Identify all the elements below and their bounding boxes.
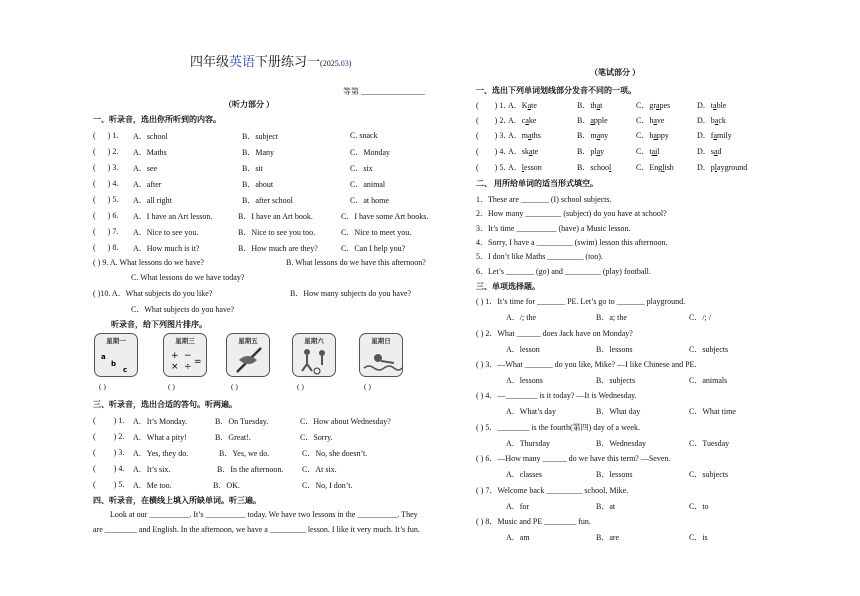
option-text: ish [664, 163, 674, 172]
option-text: C．h [636, 131, 654, 140]
option-c: C．What time [689, 407, 736, 416]
option-text: pes [659, 101, 671, 110]
option-a [508, 162, 542, 173]
answer-bracket: ( ) [168, 382, 175, 391]
question-number: ( ) 7. [93, 227, 119, 236]
option-c [636, 146, 660, 157]
option-text: ble [716, 101, 727, 110]
option-b [577, 130, 608, 141]
option-c [636, 115, 664, 126]
question-text: ( ) 6．—How many ______ do we have this term? —Seven. [476, 454, 671, 463]
svg-text:b: b [111, 360, 117, 368]
underlined-letters: a [528, 131, 532, 140]
day-picture [226, 333, 270, 377]
svg-text:a: a [101, 353, 106, 361]
svg-text:c: c [123, 366, 128, 374]
option-b: B．subjects [596, 376, 636, 385]
option-a: A．Nice to see you. [133, 228, 199, 237]
section-heading: 二、 用所给单词的适当形式填空。 [476, 179, 598, 188]
option-text: C．Eng [636, 163, 663, 172]
option-text: A． [508, 163, 522, 172]
fill-blank-item: 5．I don’t like Maths _________ (too). [476, 252, 603, 261]
question-number: ( ) 2. [93, 147, 119, 156]
option-text: D．s [697, 147, 714, 156]
option-b: B．Yes, we do. [219, 449, 270, 458]
option-text: esson [524, 163, 542, 172]
option-row: ( )10. A．What subjects do you like? [93, 289, 213, 298]
option-b: B．Many [242, 148, 274, 157]
underlined-letters: a [713, 131, 718, 140]
option-c: C．animals [689, 376, 728, 385]
option-a: A．Thursday [506, 439, 550, 448]
option-a: A．Maths [133, 148, 167, 157]
fill-blank-item: 6．Let’s _______ (go) and _________ (play) football. [476, 267, 651, 276]
option-text: A．K [508, 101, 528, 110]
day-picture [292, 333, 336, 377]
fill-blank-item: 1．These are _______ (I) school subjects. [476, 195, 612, 204]
option-text: ayground [717, 163, 748, 172]
option-b: B．lessons [596, 345, 633, 354]
question-text: ( ) 3．—What _______ do you like, Mike? —I like Chinese and PE. [476, 360, 697, 369]
option-c: C．Monday [350, 148, 390, 157]
option-b [577, 162, 611, 173]
svg-text:÷: ÷ [184, 362, 192, 372]
option-b: B．subject [242, 132, 278, 141]
option-b: B．at [596, 502, 616, 511]
option-c: C. What lessons do we have today? [131, 273, 245, 282]
answer-bracket: ( ) [297, 382, 304, 391]
option-a: A．am [506, 533, 530, 542]
question-number: ( ) 5． [476, 163, 512, 172]
option-text: t [600, 101, 603, 110]
option-text: D．f [697, 131, 714, 140]
option-c: C．At six. [302, 465, 337, 474]
svg-text:×: × [171, 362, 179, 372]
option-b: B．I have an Art book. [238, 212, 313, 221]
underlined-letters: a [527, 101, 532, 110]
option-text: ths [531, 131, 541, 140]
page-title [190, 51, 351, 70]
option-b: B．are [596, 533, 620, 542]
option-text: A．m [508, 131, 528, 140]
option-c: C．subjects [689, 345, 729, 354]
option-text: D．b [697, 116, 715, 125]
question-text: ( ) 8．Music and PE ________ fun. [476, 517, 591, 526]
option-b: B．sit [242, 164, 263, 173]
option-b: B．How much are they? [238, 244, 318, 253]
option-a: A．all right [133, 196, 172, 205]
title-year-part: (2025. [320, 59, 341, 68]
underlined-letters: a [656, 101, 660, 110]
option-c [636, 162, 674, 173]
underlined-letters: a [713, 147, 718, 156]
option-text: B．pl [577, 147, 597, 156]
question-text: ( ) 2．What ______ does Jack have on Monday? [476, 329, 633, 338]
option-b: B．How many subjects do you have? [290, 289, 412, 298]
option-text: D．t [697, 101, 713, 110]
svg-text:=: = [194, 357, 202, 367]
option-a: A．lesson [506, 345, 540, 354]
option-d [697, 130, 732, 141]
question-number: ( ) 3. [93, 448, 125, 457]
day-picture [163, 333, 207, 377]
question-text: ( ) 7．Welcome back _________ school, Mike. [476, 486, 629, 495]
option-b: B．after school [242, 196, 293, 205]
fill-blank-item: 3．It’s time __________ (have) a Music lesson. [476, 224, 631, 233]
option-a: A．after [133, 180, 162, 189]
question-text: ( ) 4．—________ is it today? —It is Wednesday. [476, 391, 637, 400]
option-b: B．Wednesday [596, 439, 647, 448]
option-text: ve [656, 116, 665, 125]
option-text: y [600, 147, 605, 156]
option-text: te [531, 101, 537, 110]
title-year-part: ) [348, 59, 352, 68]
question-number: ( ) 3． [476, 131, 512, 140]
option-c: C．How about Wednesday? [300, 417, 391, 426]
cloze-line: Look at our __________. It’s __________ today. We have two lessons in the __________. They [110, 510, 418, 519]
option-text: ppy [656, 131, 669, 140]
option-text: ny [600, 131, 609, 140]
svg-text:+: + [171, 351, 179, 361]
option-a: A．see [133, 164, 157, 173]
section-heading: 三、听录音，选出合适的答句。听两遍。 [93, 400, 237, 409]
option-c: C．What subjects do you have? [131, 305, 235, 314]
underlined-letters: a [596, 101, 601, 110]
section-heading: 四、听录音，在横线上填入所缺单词。听三遍。 [93, 496, 261, 505]
option-a: A．Me too. [133, 481, 172, 490]
option-b: B．lessons [596, 470, 633, 479]
option-a: A．It’s six. [133, 465, 171, 474]
option-a: A．It’s Monday. [133, 417, 188, 426]
question-number: ( ) 2. [93, 432, 125, 441]
option-a: A．/; the [506, 313, 536, 322]
option-b: B．What day [596, 407, 641, 416]
title-part: 四年级 [190, 54, 230, 69]
option-text: ke [528, 116, 537, 125]
answer-bracket: ( ) [364, 382, 371, 391]
question-text: ( ) 5．________ is the fourth(第四) day of a week. [476, 423, 640, 432]
question-number: ( ) 6. [93, 211, 119, 220]
option-b: B．Nice to see you too. [238, 228, 316, 237]
option-text: C．h [636, 116, 654, 125]
option-c: C．/; / [689, 313, 712, 322]
question-number: ( ) 4. [93, 464, 125, 473]
question-number: ( ) 4. [93, 179, 119, 188]
option-a: A．What’s day [506, 407, 556, 416]
question-number: ( ) 8. [93, 243, 119, 252]
underlined-letters: l [714, 163, 718, 172]
picture-caption: 星期一 [106, 338, 126, 345]
option-c: C．to [689, 502, 709, 511]
underlined-letters: ai [651, 147, 658, 156]
option-text: C．t [636, 147, 652, 156]
option-text: l [657, 147, 660, 156]
option-text: A．c [508, 116, 526, 125]
option-b [577, 115, 608, 126]
option-c: C. snack [350, 131, 378, 140]
option-d [697, 115, 726, 126]
option-text: B．th [577, 101, 597, 110]
title-year [320, 59, 351, 68]
option-b: B．OK. [213, 481, 240, 490]
question-number: ( ) 4． [476, 147, 512, 156]
underlined-letters: a [653, 116, 657, 125]
underlined-letters: a [590, 116, 594, 125]
option-a: A．Yes, they do. [133, 449, 189, 458]
underlined-letters: a [525, 116, 529, 125]
option-a [508, 115, 536, 126]
fill-blank-item: 4．Sorry, I have a _________ (swim) lesson this afternoon. [476, 238, 668, 247]
option-c: C．Tuesday [689, 439, 730, 448]
title-part: 英语 [229, 54, 256, 69]
underlined-letters: l [662, 163, 665, 172]
section-heading: 三、单项选择题。 [476, 282, 540, 291]
fill-blank-item: 2．How many _________ (subject) do you have at school? [476, 209, 667, 218]
option-b: B．a; the [596, 313, 627, 322]
question-number: ( ) 5. [93, 480, 125, 489]
grade-label: 等第 ________________ [343, 87, 425, 96]
option-d [697, 100, 726, 111]
option-c: C．Nice to meet you. [341, 228, 412, 237]
option-text: pple [593, 116, 608, 125]
option-text: C．gr [636, 101, 656, 110]
option-c: C．No, she doesn’t. [302, 449, 368, 458]
underlined-letters: l [521, 163, 525, 172]
option-b: B．In the afternoon. [217, 465, 284, 474]
option-c: C．I have some Art books. [341, 212, 429, 221]
question-number: ( ) 3. [93, 163, 119, 172]
picture-caption: 星期三 [175, 338, 195, 345]
underlined-letters: l [609, 163, 612, 172]
option-c: C．Sorry. [300, 433, 333, 442]
option-b [577, 100, 602, 111]
option-c: C．No, I don’t. [302, 481, 353, 490]
option-c: C．at home [350, 196, 389, 205]
underlined-letters: a [596, 131, 601, 140]
underlined-letters: a [653, 131, 657, 140]
underlined-letters: a [528, 147, 533, 156]
underlined-letters: a [714, 116, 719, 125]
section-heading: 一、选出下列单词划线部分发音不同的一项。 [476, 86, 636, 95]
option-text: B．m [577, 131, 597, 140]
option-text: mily [717, 131, 732, 140]
answer-bracket: ( ) [99, 382, 106, 391]
option-b [577, 146, 604, 157]
writing-label: （笔试部分 ） [590, 68, 640, 77]
picture-caption: 星期五 [238, 338, 258, 345]
picture-caption: 星期日 [371, 338, 391, 345]
option-c [636, 100, 670, 111]
question-number: ( ) 1. [93, 416, 125, 425]
option-b: B．about [242, 180, 274, 189]
option-a: A．What a pity! [133, 433, 187, 442]
option-text: B． [577, 116, 591, 125]
day-picture [359, 333, 403, 377]
question-number: ( ) 2． [476, 116, 512, 125]
option-text: d [717, 147, 722, 156]
option-text: A．sk [508, 147, 529, 156]
section-heading: 听录音，给下列图片排序。 [111, 320, 207, 329]
question-number: ( ) 1. [93, 131, 119, 140]
answer-bracket: ( ) [231, 382, 238, 391]
title-year-part: 03 [340, 59, 349, 68]
option-a [508, 100, 537, 111]
option-b: B．Great!. [215, 433, 251, 442]
option-c: C．subjects [689, 470, 729, 479]
option-a [508, 130, 541, 141]
option-a: A．classes [506, 470, 542, 479]
option-a: A．How much is it? [133, 244, 200, 253]
option-a: A．I have an Art lesson. [133, 212, 213, 221]
option-text: D．p [697, 163, 715, 172]
listening-label: （听力部分 ） [224, 100, 274, 109]
option-c: C．six [350, 164, 373, 173]
option-a: A．for [506, 502, 530, 511]
option-row: ( ) 9. A. What lessons do we have? [93, 258, 204, 267]
option-d [697, 162, 747, 173]
option-b: B．On Tuesday. [215, 417, 269, 426]
section-heading: 一、听录音，选出你所听到的内容。 [93, 115, 221, 124]
picture-caption: 星期六 [304, 338, 324, 345]
option-c [636, 130, 669, 141]
day-picture [94, 333, 138, 377]
underlined-letters: a [596, 147, 601, 156]
option-c: C．Can I help you? [341, 244, 406, 253]
question-number: ( ) 5. [93, 195, 119, 204]
option-c: C．animal [350, 180, 386, 189]
option-a: A．school [133, 132, 168, 141]
option-c: C．is [689, 533, 708, 542]
option-d [697, 146, 721, 157]
option-text: ck [718, 116, 726, 125]
underlined-letters: a [713, 101, 717, 110]
option-a [508, 146, 538, 157]
title-part: 下册练习一 [255, 54, 321, 69]
question-number: ( ) 1． [476, 101, 512, 110]
svg-text:−: − [184, 351, 192, 361]
cloze-line: are ________ and English. In the afternoon, we have a _________ lesson. I like it very much. It’s fun. [93, 525, 420, 534]
option-text: te [532, 147, 539, 156]
question-text: ( ) 1．It’s time for _______ PE. Let’s go to _______ playground. [476, 297, 686, 306]
option-a: A．lessons [506, 376, 543, 385]
option-b: B. What lessons do we have this afternoon? [286, 258, 426, 267]
option-text: B．schoo [577, 163, 609, 172]
